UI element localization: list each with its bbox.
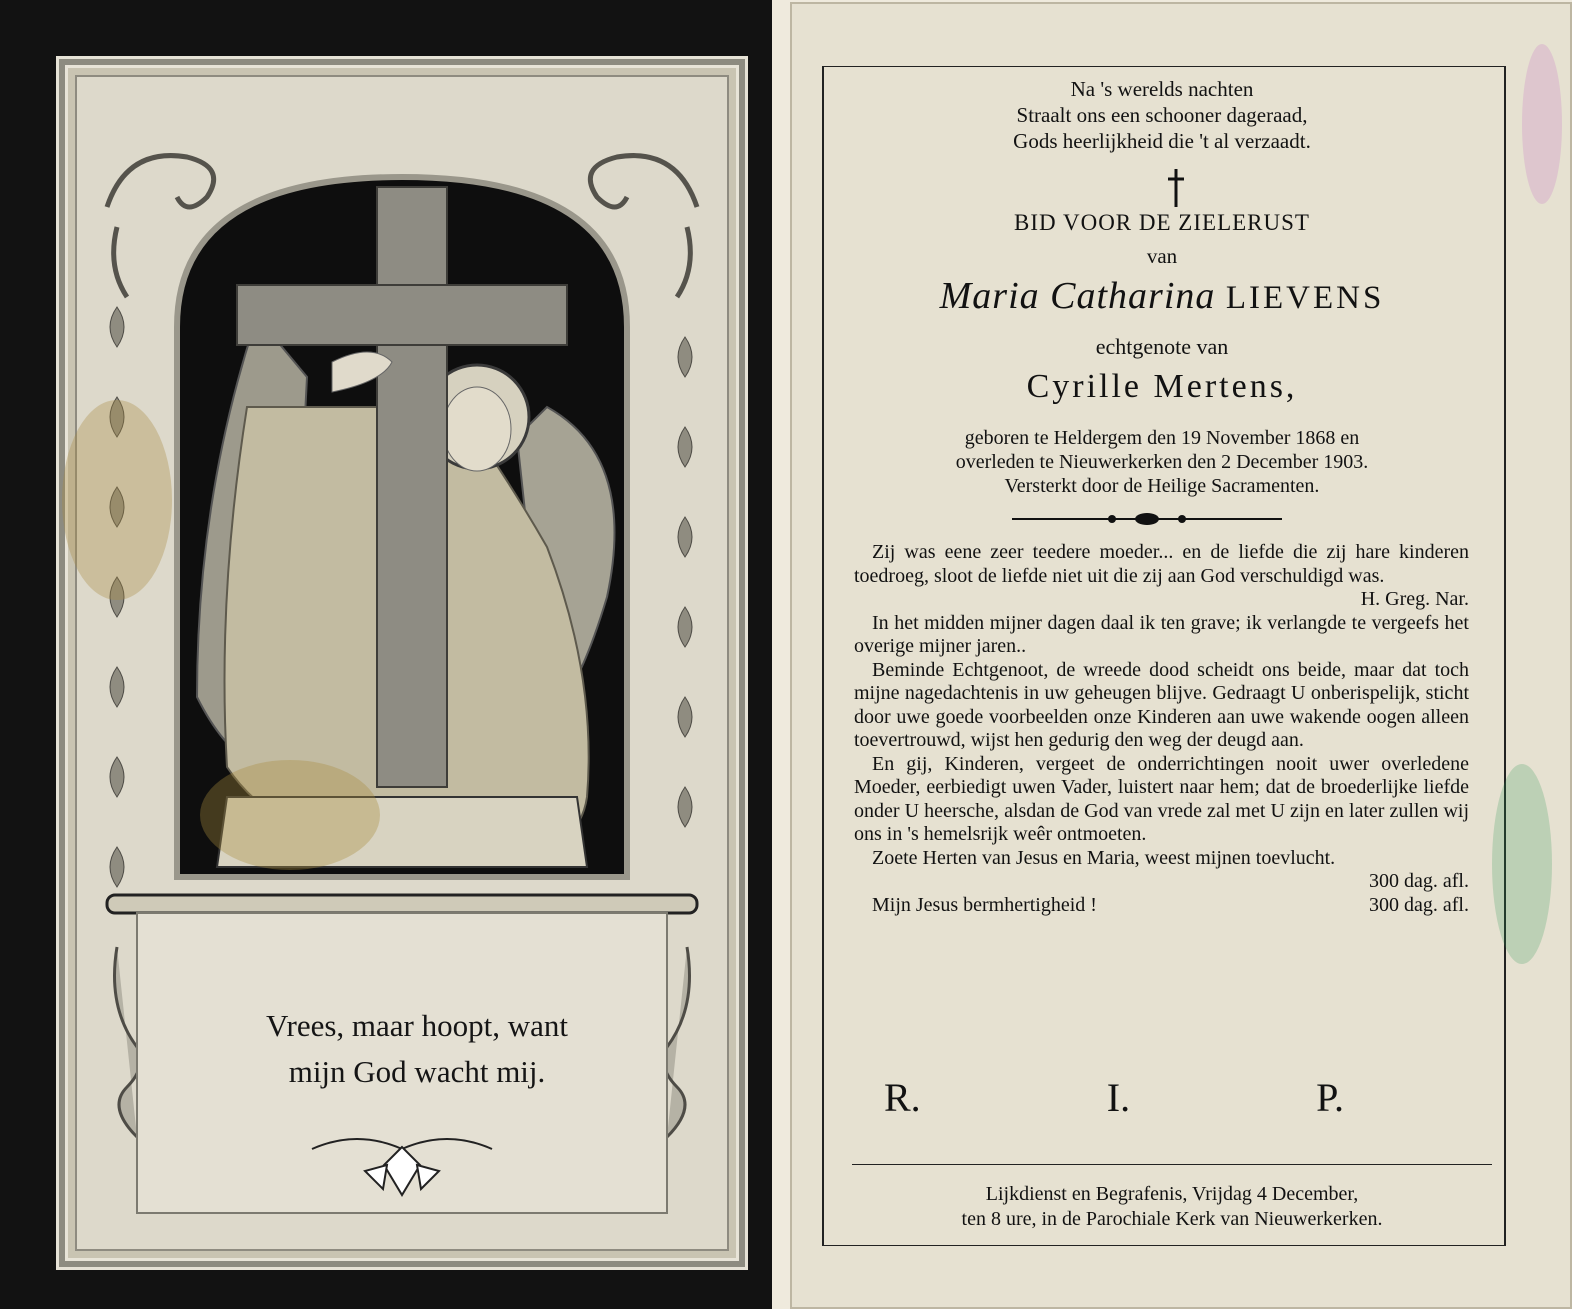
prayer-heading: BID VOOR DE ZIELERUST: [1014, 210, 1310, 235]
front-card-frame: [56, 56, 748, 1270]
paragraph: Beminde Echtgenoot, de wreede dood scheidt ons beide, maar dat toch mijne nagedachtenis in uw geheugen blijve. Gedraagt U onberispelijk, sticht door uwe goede voorbeelden onze Kinderen aan uwe wakende oogen alleen toevertrouwd, wijst hen gedurig den weg der deugd aan.: [854, 658, 1469, 751]
flower-ornament-icon: [307, 1129, 497, 1199]
funeral-notice: [862, 1182, 1482, 1232]
angel-head: [443, 387, 511, 471]
prayer-1-indulgence: 300 dag. afl.: [1369, 870, 1469, 892]
cross-base: [217, 797, 587, 867]
prayer-2-indulgence: 300 dag. afl.: [1369, 893, 1469, 916]
birth-line: geboren te Heldergem den 19 November 1868 en: [964, 427, 1360, 449]
divider-ornament-icon: [1012, 509, 1282, 529]
angel-with-cross-illustration: [77, 77, 727, 977]
quote-source: H. Greg. Nar.: [1360, 588, 1469, 610]
front-card: [0, 0, 772, 1309]
cross-icon: [1164, 167, 1188, 209]
funeral-line: ten 8 ure, in de Parochiale Kerk van Nieuwerkerken.: [961, 1208, 1383, 1230]
paragraph: Zij was eene zeer teedere moeder... en de liefde die zij hare kinderen toedroeg, sloot de liefde niet uit die zij aan God verschuldigd was.: [854, 541, 1469, 587]
prayer-2-row: [854, 894, 1469, 918]
rip-letter: I.: [1106, 1075, 1131, 1120]
paragraph: En gij, Kinderen, vergeet de onderrichtingen nooit uwer overledene Moeder, eerbiedigt uwen Vader, luistert naar hem; dat de broederlijke liefde onder U heersche, alsdan de God van vrede zal met U zijn en later zullen wij ons in 's hemelsrijk weêr ontmoeten.: [854, 752, 1469, 845]
van-label: van: [1146, 244, 1178, 268]
front-card-inner-panel: [75, 75, 729, 1251]
poem-line: Gods heerlijkheid die 't al verzaadt.: [1013, 129, 1311, 153]
deceased-name: [842, 274, 1482, 318]
poem-line: Straalt ons een schooner dageraad,: [1016, 103, 1308, 127]
spouse-intro: echtgenote van: [1095, 334, 1229, 359]
front-verse: [207, 1003, 627, 1095]
opening-poem: [842, 76, 1482, 154]
rip-letter: R.: [884, 1075, 921, 1120]
verse-line-2: mijn God wacht mij.: [288, 1054, 546, 1089]
rip-letter: P.: [1316, 1075, 1344, 1120]
paragraph: In het midden mijner dagen daal ik ten grave; ik verlangde te vergeefs het overige mijner jaren..: [854, 611, 1469, 657]
poem-line: Na 's werelds nachten: [1070, 77, 1254, 101]
rip-letters: [884, 1074, 1344, 1121]
deceased-surname: LIEVENS: [1225, 280, 1385, 316]
spouse-name: Cyrille Mertens,: [1026, 368, 1298, 405]
deceased-given-names: Maria Catharina: [939, 275, 1216, 317]
funeral-divider: [852, 1164, 1492, 1165]
ink-stain: [1522, 44, 1562, 204]
sacraments-line: Versterkt door de Heilige Sacramenten.: [1004, 475, 1320, 497]
life-dates: [842, 426, 1482, 498]
prayer-1: Zoete Herten van Jesus en Maria, weest mijnen toevlucht.: [872, 846, 1336, 869]
memorial-text: [854, 541, 1469, 917]
back-card: [790, 2, 1572, 1309]
verse-line-1: Vrees, maar hoopt, want: [265, 1008, 568, 1043]
funeral-line: Lijkdienst en Begrafenis, Vrijdag 4 December,: [985, 1183, 1359, 1205]
death-line: overleden te Nieuwerkerken den 2 December 1903.: [955, 451, 1369, 473]
prayer-2: Mijn Jesus bermhertigheid !: [872, 893, 1097, 916]
